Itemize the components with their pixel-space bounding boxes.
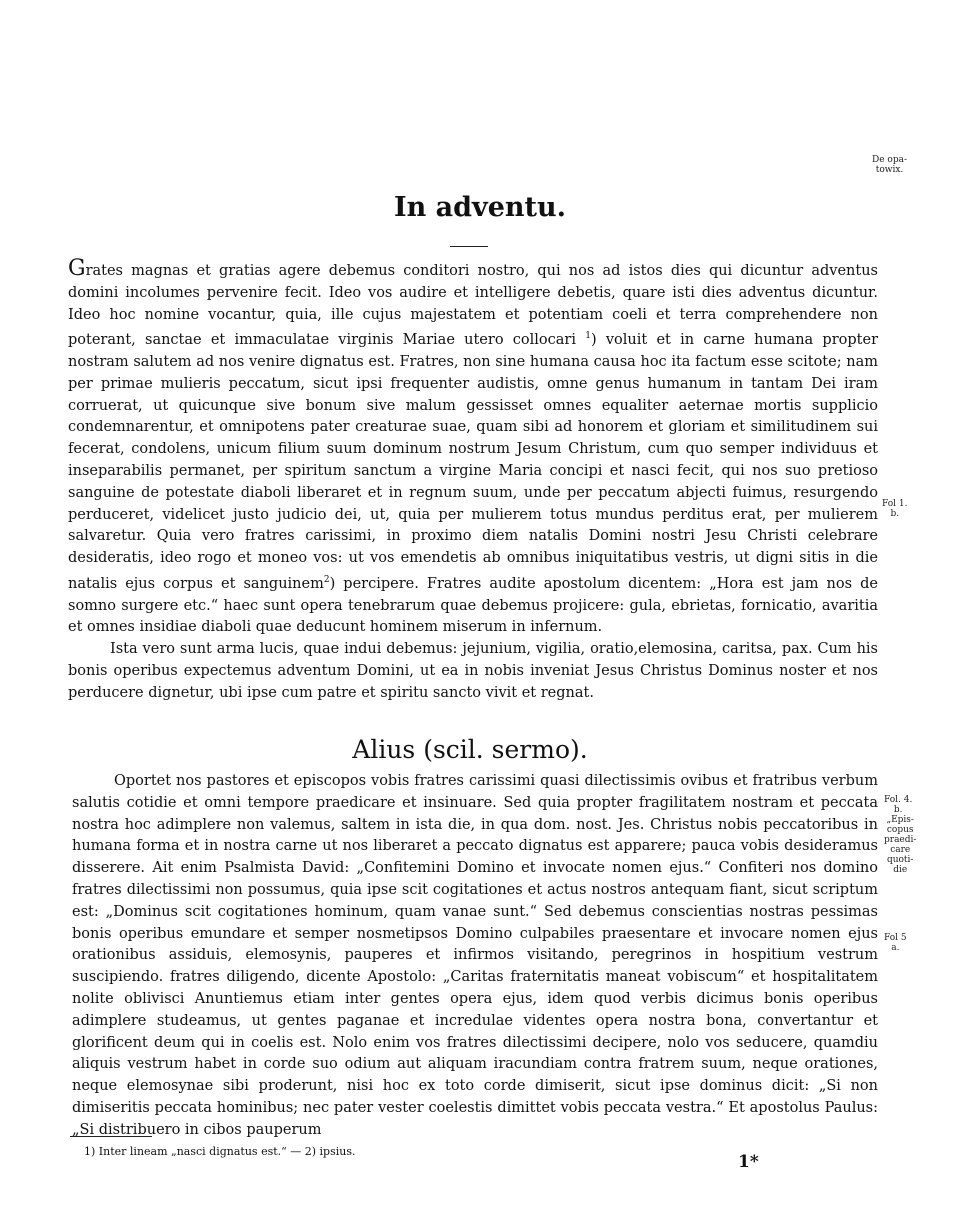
footnote-text: 1) Inter lineam „nasci dignatus est.“ — 2) ipsius.: [84, 1145, 356, 1158]
margin-note-episcopus: „Epis- copus praedi- care quoti- die: [884, 815, 917, 875]
paragraph-1: [68, 256, 878, 639]
title-divider: [450, 246, 488, 247]
drop-initial: G: [68, 256, 86, 281]
margin-note-fol5a: Fol 5 a.: [884, 933, 907, 953]
section-heading-alius: Alius (scil. sermo).: [352, 735, 588, 764]
signature-mark: 1*: [738, 1152, 759, 1172]
paragraph-2: Ista vero sunt arma lucis, quae indui debemus: jejunium, vigilia, oratio,elemosina, caritsa, pax. Cum his bonis operibus expectemus adventum Domini, ut ea in nobis inveniat Jesus Christus Dominus noster et nos perducere dignetur, ubi ipse cum patre et spiritu sancto vivit et regnat.: [68, 641, 878, 701]
margin-note-fol1b: Fol 1. b.: [882, 499, 908, 519]
footnote-divider: [70, 1136, 152, 1137]
paragraph-1-text-b: ) voluit et in carne humana propter nostram salutem ad nos venire dignatus est. Fratres, non sine humana causa hoc ita factum esse scitote; nam per primae mulieris peccatum, sicut ipsi frequenter audistis, omne genus humanum in tantam Dei iram corruerat, ut quicunque sive bonum sive malum gessisset omnes equaliter aeternae mortis supplicio condemnarentur, et omnipotens pater creaturae suae, quam sibi ad honorem et gloriam et similitudinem sui fecerat, condolens, unicum filium suum dominum nostrum Jesum Christum, cum quo semper individuus et inseparabilis permanet, per spiritum sanctum a virgine Maria concipi et nasci fecit, qui nos suo pretioso sanguine de potestate diaboli liberaret et in regnum suum, unde per peccatum abjecti fuimus, resurgendo perduceret, videlicet justo judicio dei, ut, quia per mulierem totus mundus perditus erat, per mulierem salvaretur. Quia vero fratres carissimi, in proximo diem natalis Domini nostri Jesu Christi celebrare desideratis, ideo rogo et moneo vos: ut vos emendetis ab omnibus iniquitatibus vestris, ut digni sitis in die natalis ejus corpus et sanguinem: [68, 332, 878, 592]
paragraph-1-text-a: rates magnas et gratias agere debemus conditori nostro, qui nos ad istos dies qui dicuntur adventus domini incolumes pervenire fecit. Ideo vos audire et intelligere debetis, quare isti dies adventus dicuntur. Ideo hoc nomine vocantur, quia, ille cujus majestatem et potentiam coeli et terra comprehendere non poterant, sanctae et immaculatae virginis Mariae utero collocari: [68, 263, 878, 349]
paragraph-1-text-c: ) percipere. Fratres audite apostolum dicentem: „Hora est jam nos de somno surgere etc.“ haec sunt opera tenebrarum quae debemus projicere: gula, ebrietas, fornicatio, avaritia et omnes insidiae diaboli quae deducunt hominem miserum in infernum.: [68, 575, 878, 636]
section-1-body: [68, 256, 878, 705]
margin-note-fol4b: Fol. 4. b.: [884, 795, 913, 815]
margin-note-top: De opa- towix.: [872, 155, 907, 175]
paragraph-3: Oportet nos pastores et episcopos vobis fratres carissimi quasi dilectissimis ovibus et fratribus verbum salutis cotidie et omni tempore praedicare et insinuare. Sed quia propter fragilitatem nostram et peccata nostra hoc adimplere non valemus, saltem in ista die, in qua dom. nost. Jes. Christus nobis peccatoribus in humana forma et in nostra carne ut nos liberaret a peccato dignatus est apparere; pauca vobis desideramus disserere. Ait enim Psalmista David: „Confitemini Domino et invocate nomen ejus.“ Confiteri nos domino fratres dilectissimi non possumus, quia ipse scit cogitationes et actus nostros antequam fiant, sicut scriptum est: „Dominus scit cogitationes hominum, quam vanae sunt.“ Sed debemus conscientias nostras pessimas bonis operibus emundare et semper nosmetipsos Domino culpabiles praesentare et invocare nomen ejus orationibus assiduis, elemosynis, pauperes et infirmos visitando, peregrinos in hospitium vestrum suscipiendo. fratres diligendo, dicente Apostolo: „Caritas fraternitatis maneat vobiscum“ et hospitalitatem nolite oblivisci Anuntiemus etiam inter gentes opera ejus, idem quod verbis dicimus bonis operibus adimplere studeamus, ut gentes paganae et incredulae videntes opera nostra bona, convertantur et glorificent deum qui in coelis est. Nolo enim vos fratres dilectissimi decipere, nolo vos seducere, quamdiu aliquis vestrum habet in corde suo odium aut aliquam iracundiam contra fratrem suum, neque orationes, neque elemosynae sibi proderunt, nisi hoc ex toto corde dimiserit, sicut ipse dominus dicit: „Si non dimiseritis peccata hominibus; nec pater vester coelestis dimittet vobis peccata vestra.“ Et apostolus Paulus: „Si distribuero in cibos pauperum: [72, 773, 878, 1138]
footnote-mark-2: 2: [323, 574, 330, 585]
footnote-mark-1: 1: [585, 331, 591, 342]
page-title: In adventu.: [393, 192, 567, 223]
section-2-body: [72, 771, 878, 1142]
